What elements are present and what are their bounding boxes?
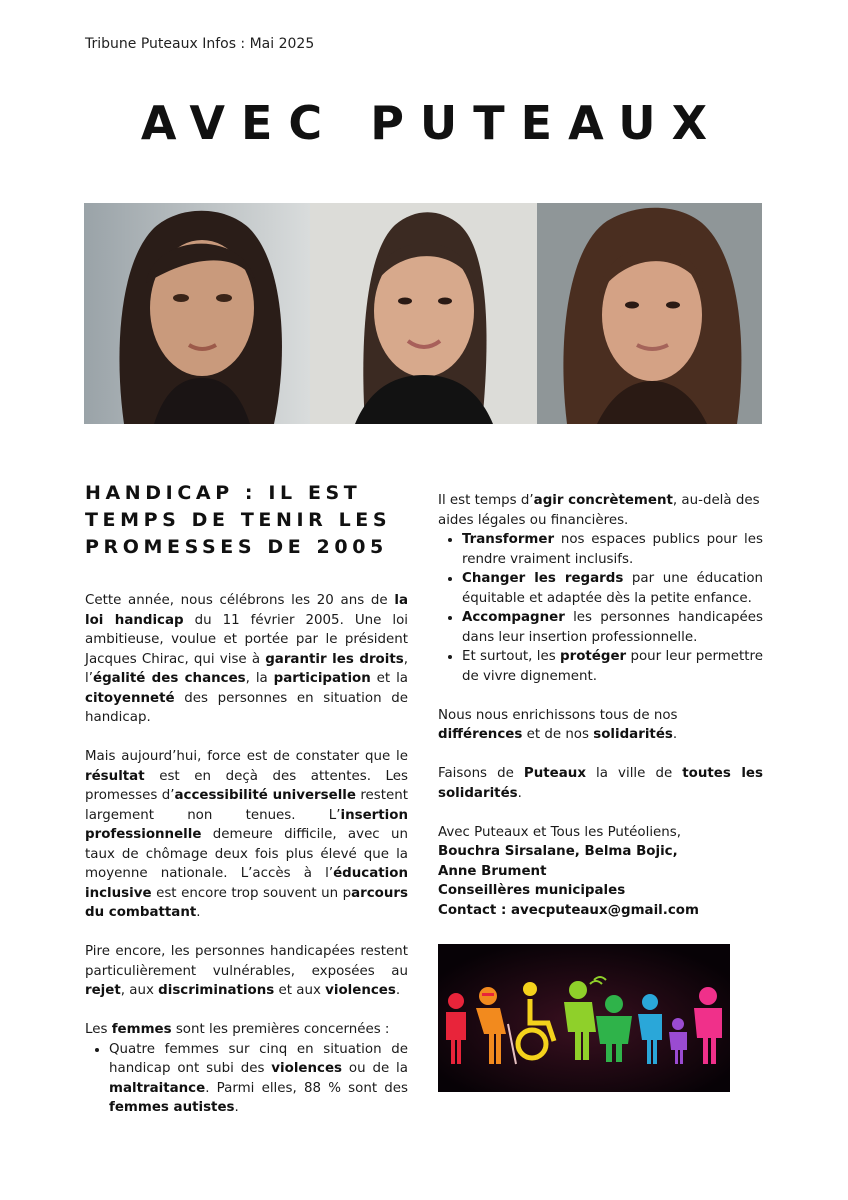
actions-list [438,530,763,686]
page-title: AVEC PUTEAUX [140,96,724,150]
publication-line: Tribune Puteaux Infos : Mai 2025 [85,36,315,52]
article-headline [85,480,408,561]
women-list [85,1040,408,1118]
inclusion-pictogram [438,944,730,1092]
list-item: • Et surtout, les protéger pour leur permettre de vivre dignement. [462,647,763,686]
paragraph-differences: Nous nous enrichissons tous de nos différences et de nos solidarités. [438,707,678,742]
paragraph-solidarities: Faisons de Puteaux la ville de toutes les solidarités. [438,766,763,801]
signature-names: Anne Brument [438,863,547,879]
paragraph-women: Les femmes sont les premières concernées : [85,1022,390,1037]
signature-intro: Avec Puteaux et Tous les Putéoliens, [438,824,682,840]
portrait-photo-1 [84,203,310,424]
signature-names: Bouchra Sirsalane, Belma Bojic, [438,844,678,859]
list-item: • Accompagner les personnes handicapées dans leur insertion professionnelle. [462,608,763,647]
headline-line: HANDICAP : IL EST [85,482,362,504]
portrait-photo-2 [310,203,537,424]
list-item: • Quatre femmes sur cinq en situation de handicap ont subi des violences ou de la maltraitance. Parmi elles, 88 % sont des femmes autistes. [109,1040,408,1118]
headline-line: TEMPS DE TENIR LES [85,509,392,531]
paragraph-anniversary: Cette année, nous célébrons les 20 ans de la loi handicap du 11 février 2005. Une loi ambitieuse, voulue et portée par le président Jacques Chirac, qui vise à garantir les droits, l’égalité des chances, la participation et la citoyenneté des personnes en situation de handicap. [85,593,409,725]
article-right-column [438,491,763,920]
list-item: • Transformer nos espaces publics pour les rendre vraiment inclusifs. [462,530,763,569]
paragraph-act: Il est temps d’agir concrètement, au-delà des aides légales ou financières. [438,493,760,528]
portrait-strip [84,203,762,424]
paragraph-vulnerability: Pire encore, les personnes handicapées restent particulièrement vulnérables, exposées au rejet, aux discriminations et aux violences. [85,944,408,998]
signature-block [438,823,763,921]
article-left-column [85,480,408,1118]
portrait-photo-3 [537,203,762,424]
signature-role: Conseillères municipales [438,883,626,898]
list-item: • Changer les regards par une éducation équitable et adaptée dès la petite enfance. [462,569,763,608]
headline-line: PROMESSES DE 2005 [85,536,388,558]
contact-email: Contact : avecputeaux@gmail.com [438,902,699,918]
paragraph-results: Mais aujourd’hui, force est de constater que le résultat est en deçà des attentes. Les promesses d’accessibilité universelle restent largement non tenues. L’insertion professionnelle demeure difficile, avec un taux de chômage deux fois plus élevé que la moyenne nationale. L’accès à l’éducation inclusive est encore trop souvent un parcours du combattant. [85,749,408,920]
